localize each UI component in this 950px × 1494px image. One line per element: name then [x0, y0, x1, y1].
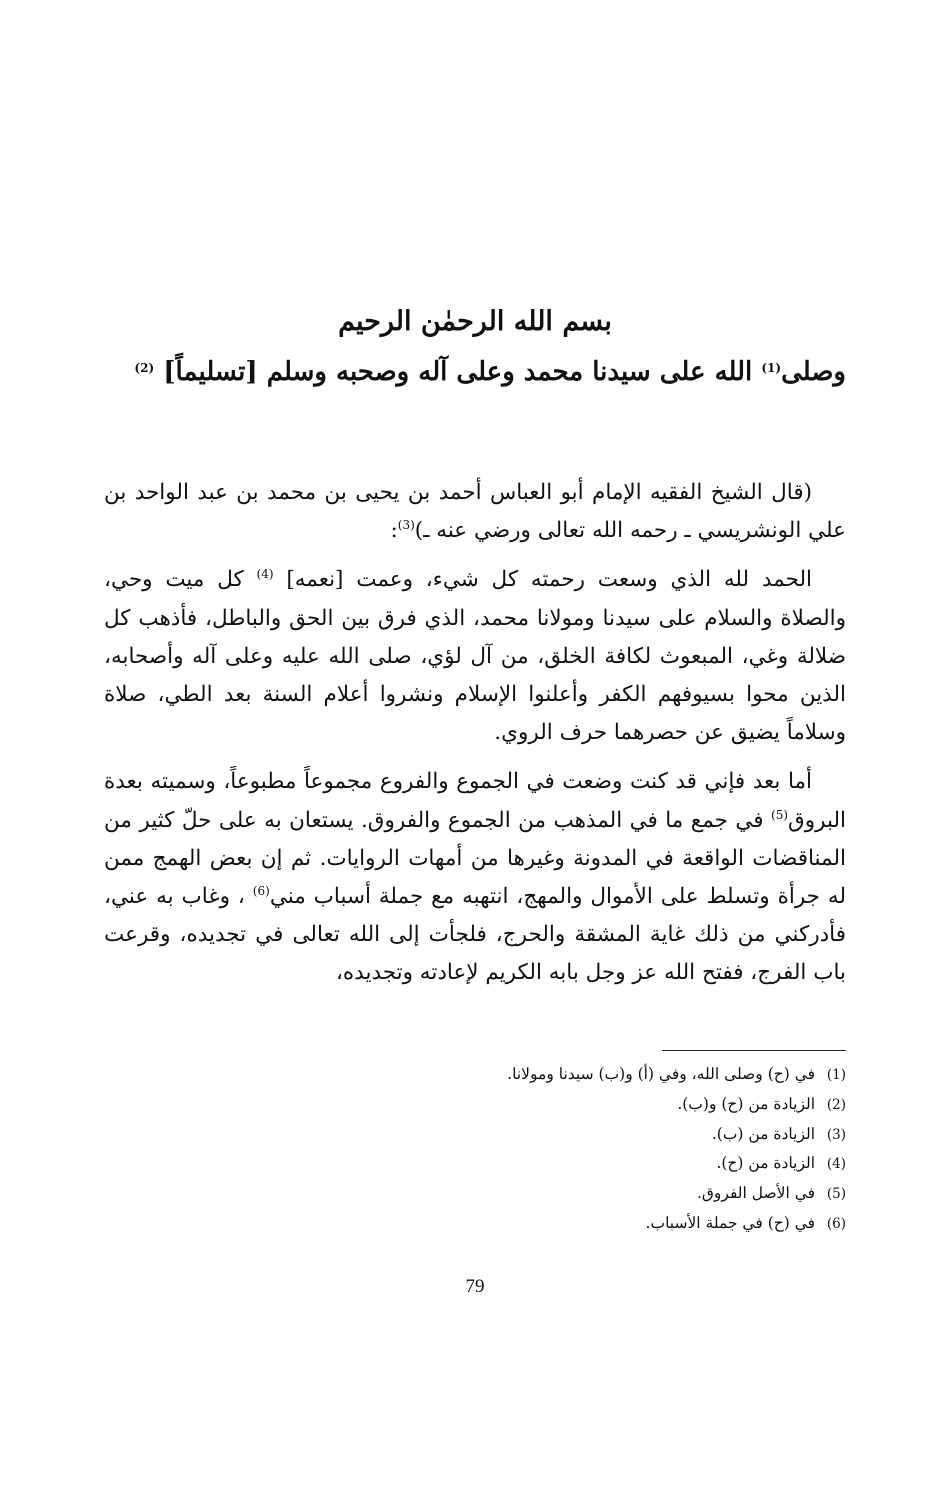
- main-text-start: أما بعد فإني قد كنت وضعت في الجموع والفروع مجموعاً مطبوعاً، وسميته بعدة البروق: [104, 769, 846, 833]
- footnote-ref-3[interactable]: (3): [397, 518, 415, 533]
- intro-paragraph: [104, 474, 846, 550]
- praise-text-start: الحمد لله الذي وسعت رحمته كل شيء، وعمت [نعمه]: [286, 567, 812, 593]
- footnote-item: [104, 1179, 846, 1209]
- page-number: 79: [465, 1276, 485, 1297]
- footnote-divider: [662, 1050, 846, 1051]
- salutation-text-start: وصلى: [781, 357, 846, 387]
- footnote-text: الزيادة من (ب).: [711, 1124, 816, 1143]
- praise-paragraph: [104, 561, 846, 752]
- footnote-number: (3): [826, 1126, 846, 1143]
- footnote-ref-4[interactable]: (4): [256, 567, 274, 582]
- footnotes-list: [104, 1060, 846, 1239]
- main-text-middle: في جمع ما في المذهب من الجموع والفروق. يستعان به على حلّ كثير من المناقضات الواقعة في المدونة وغيرها من أمهات الروايات. ثم إن بعض الهمج ممن له جرأة وتسلط على الأموال والمهج، انتهبه مع جملة أسباب مني: [104, 807, 846, 910]
- footnote-number: (5): [826, 1186, 846, 1203]
- body-text: [104, 474, 846, 1004]
- main-text-end: ، وغاب به عني، فأدركني من ذلك غاية المشقة والحرج، فلجأت إلى الله تعالى في تجديده، وقرعت باب الفرج، ففتح الله عز وجل بابه الكريم لإعادته وتجديده،: [104, 884, 846, 986]
- footnote-item: [104, 1149, 846, 1179]
- praise-text-end: كل ميت وحي، والصلاة والسلام على سيدنا ومولانا محمد، الذي فرق بين الحق والباطل، فأذهب كل ضلالة وغي، المبعوث لكافة الخلق، من آل لؤي، صلى الله عليه وعلى آله وأصحابه، الذين محوا بسيوفهم الكفر وأعلنوا الإسلام ونشروا أعلام السنة بعد الطي، صلاة وسلاماً يضيق عن حصرهما حرف الروي.: [104, 567, 846, 746]
- salutation-heading: [104, 352, 846, 392]
- footnote-text: الزيادة من (ح) و(ب).: [677, 1094, 816, 1113]
- footnote-item: [104, 1209, 846, 1239]
- basmala-heading: بسم الله الرحمٰن الرحيم: [338, 306, 612, 337]
- footnote-text: في (ح) في جملة الأسباب.: [645, 1213, 816, 1232]
- intro-text: (قال الشيخ الفقيه الإمام أبو العباس أحمد بن يحيى بن محمد بن عبد الواحد بن علي الونشريسي ـ رحمه الله تعالى ورضي عنه ـ): [104, 480, 846, 544]
- footnote-text: في (ح) وصلى الله، وفي (أ) و(ب) سيدنا ومولانا.: [507, 1065, 816, 1083]
- footnote-item: [104, 1090, 846, 1120]
- salutation-text-end: الله على سيدنا محمد وعلى آله وصحبه وسلم [تسليماً]: [163, 357, 753, 387]
- footnote-item: [104, 1060, 846, 1090]
- footnote-ref-6[interactable]: (6): [252, 884, 270, 899]
- footnote-item: [104, 1120, 846, 1150]
- main-paragraph: [104, 763, 846, 992]
- footnote-text: الزيادة من (ح).: [716, 1154, 816, 1173]
- intro-colon: :: [390, 518, 398, 544]
- footnote-ref-1[interactable]: (1): [761, 361, 782, 375]
- footnote-ref-5[interactable]: (5): [771, 807, 789, 822]
- footnote-number: (1): [826, 1067, 846, 1083]
- footnote-number: (4): [826, 1156, 846, 1173]
- footnote-text: في الأصل الفروق.: [696, 1184, 816, 1203]
- footnote-number: (6): [826, 1215, 846, 1232]
- footnote-ref-2[interactable]: (2): [134, 361, 155, 375]
- footnote-number: (2): [826, 1096, 846, 1113]
